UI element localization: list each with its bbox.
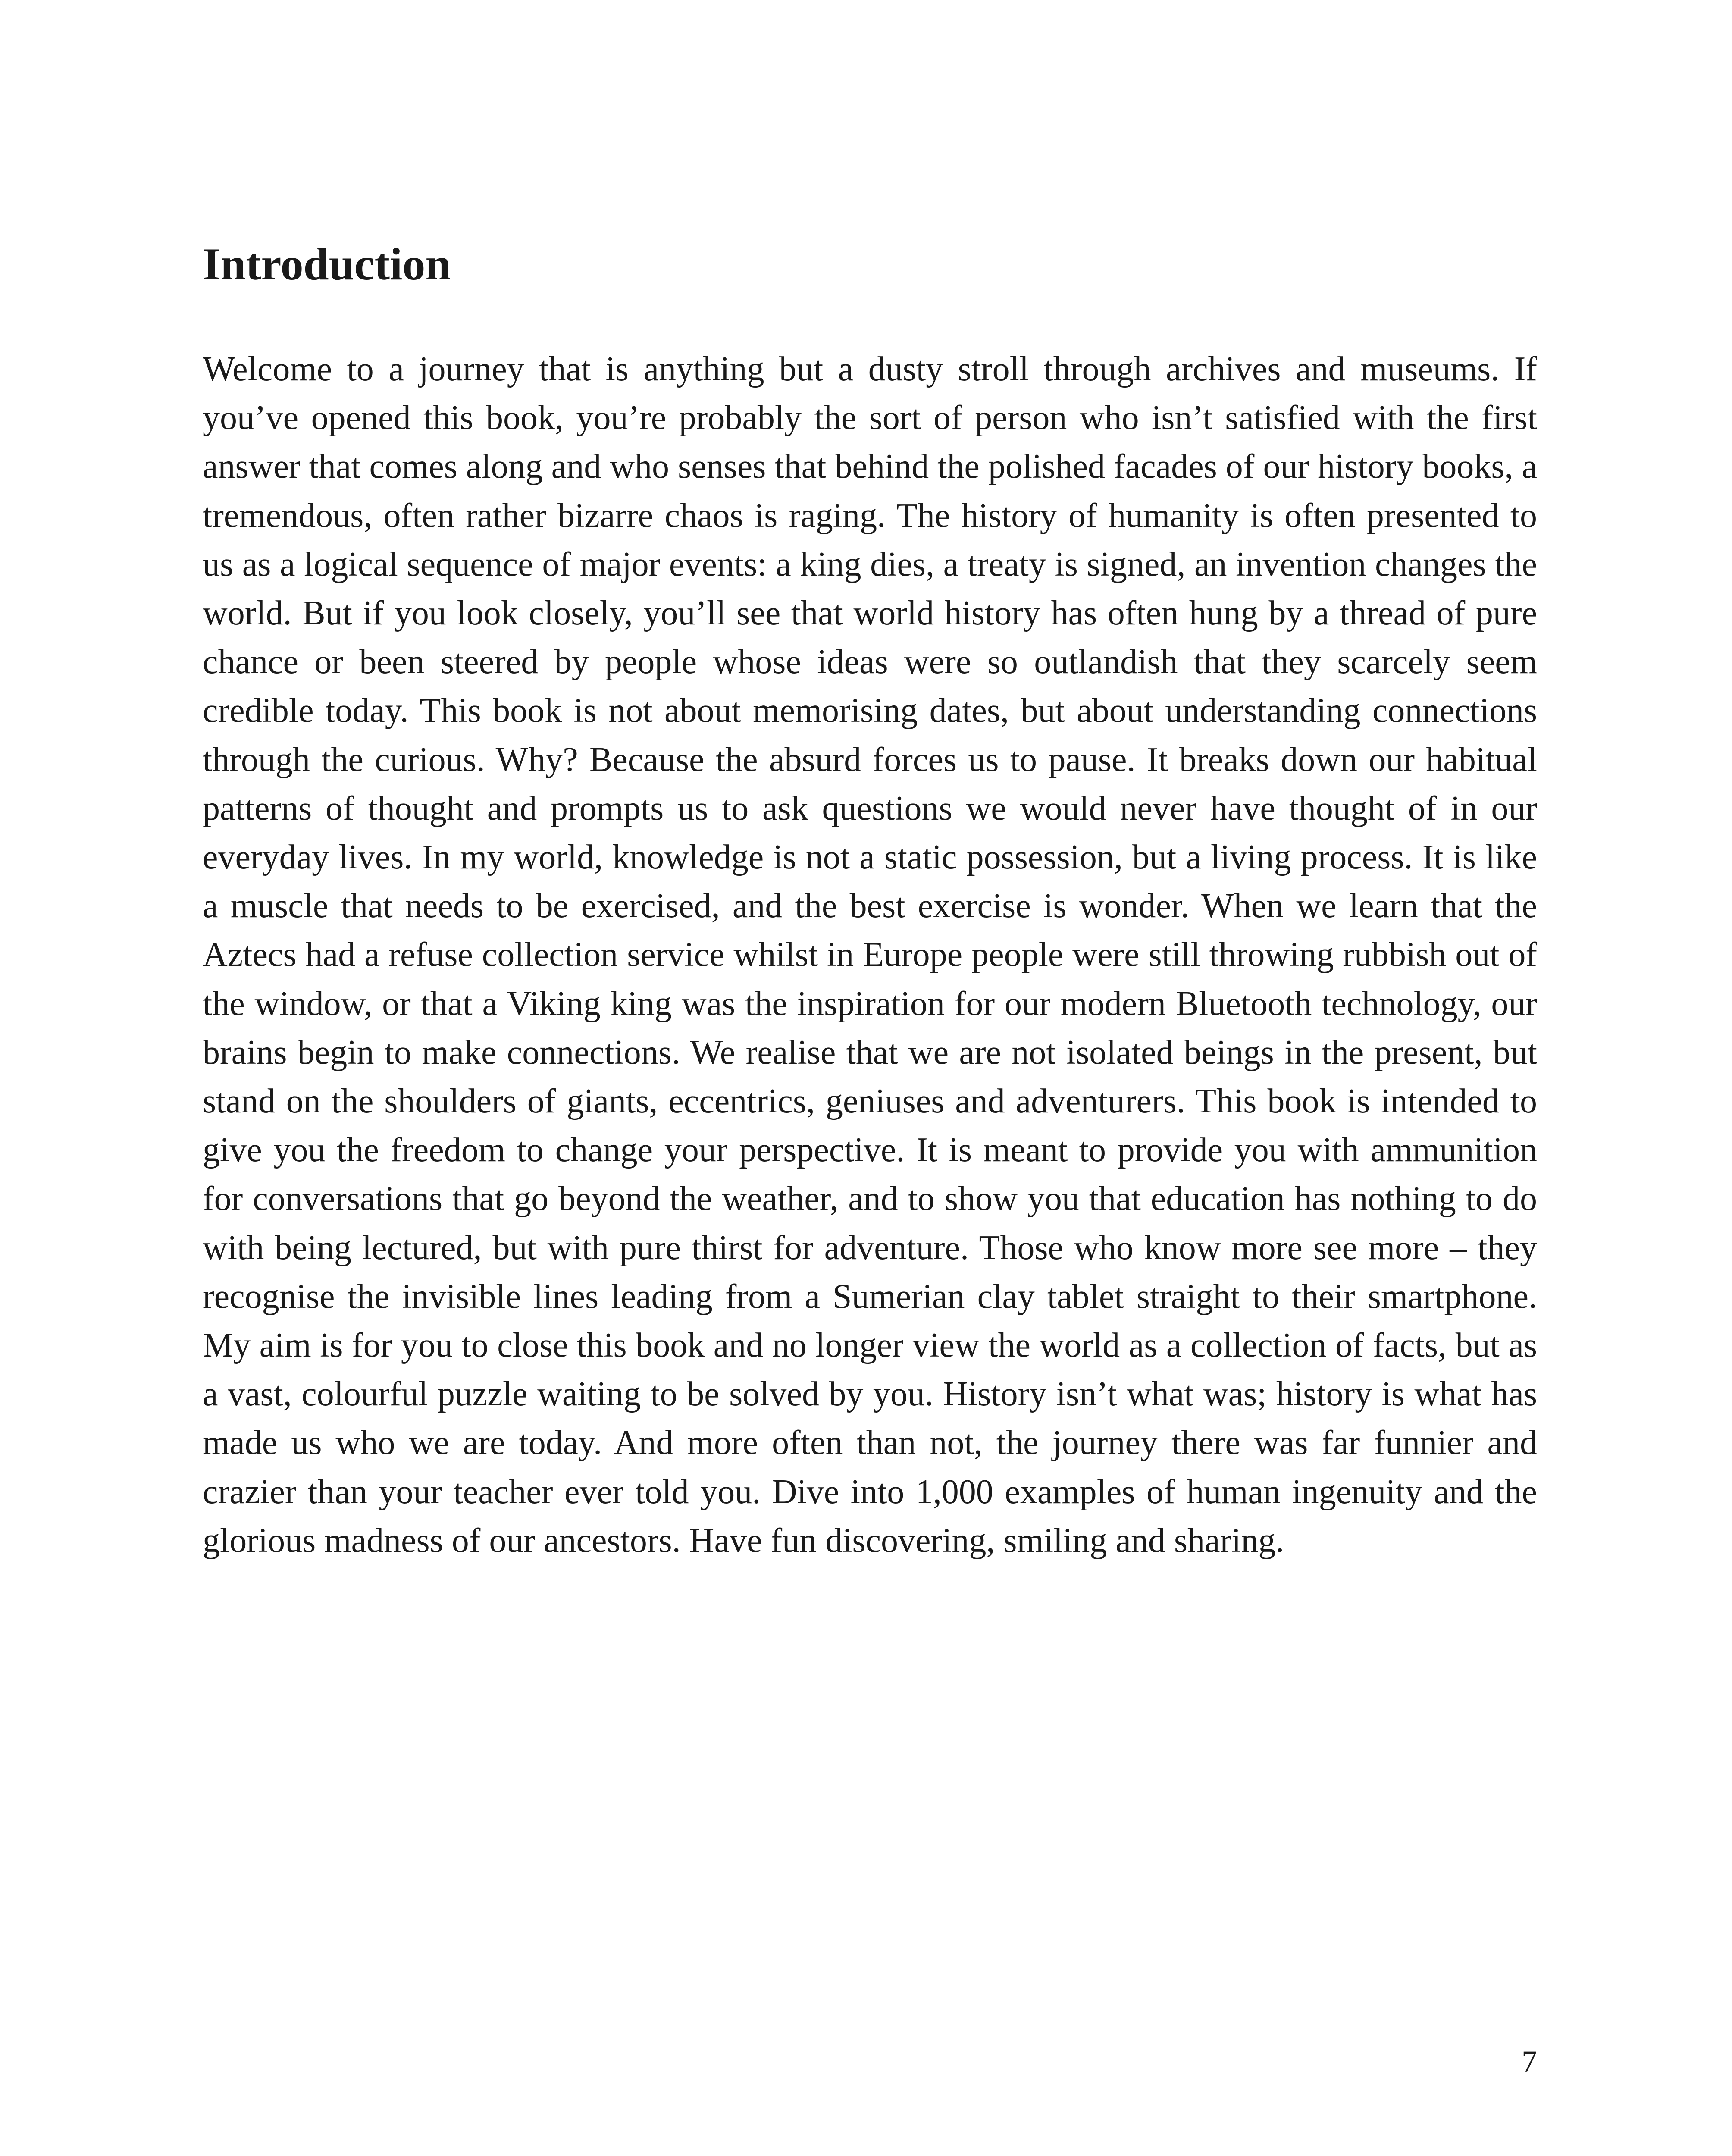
- page-number: 7: [1522, 2044, 1537, 2079]
- page-title: Introduction: [203, 239, 451, 289]
- body-paragraph: Welcome to a journey that is anything but a dusty stroll through archives and museums. If you’ve opened this book, you’re probably the sort of person who isn’t satisfied with the first answer that comes along and who senses that behind the polished facades of our history books, a tremendous, often rather bizarre chaos is raging. The history of humanity is often presented to us as a logical sequence of major events: a king dies, a treaty is signed, an invention changes the world. But if you look closely, you’ll see that world history has often hung by a thread of pure chance or been steered by people whose ideas were so outlandish that they scarcely seem credible today. This book is not about memorising dates, but about understanding connections through the curious. Why? Because the absurd forces us to pause. It breaks down our habitual patterns of thought and prompts us to ask questions we would never have thought of in our everyday lives. In my world, knowledge is not a static possession, but a living process. It is like a muscle that needs to be exercised, and the best exercise is wonder. When we learn that the Aztecs had a refuse collection service whilst in Europe people were still throwing rubbish out of the window, or that a Viking king was the inspiration for our modern Bluetooth technology, our brains begin to make connections. We realise that we are not isolated beings in the present, but stand on the shoulders of giants, eccentrics, geniuses and adventurers. This book is intended to give you the freedom to change your perspective. It is meant to provide you with ammunition for conversations that go beyond the weather, and to show you that education has nothing to do with being lectured, but with pure thirst for adventure. Those who know more see more – they recognise the invisible lines leading from a Sumerian clay tablet straight to their smartphone. My aim is for you to close this book and no longer view the world as a collection of facts, but as a vast, colourful puzzle waiting to be solved by you. History isn’t what was; history is what has made us who we are today. And more often than not, the journey there was far funnier and crazier than your teacher ever told you. Dive into 1,000 examples of human ingenuity and the glorious madness of our ancestors. Have fun discovering, smiling and sharing.: [203, 350, 1537, 1560]
